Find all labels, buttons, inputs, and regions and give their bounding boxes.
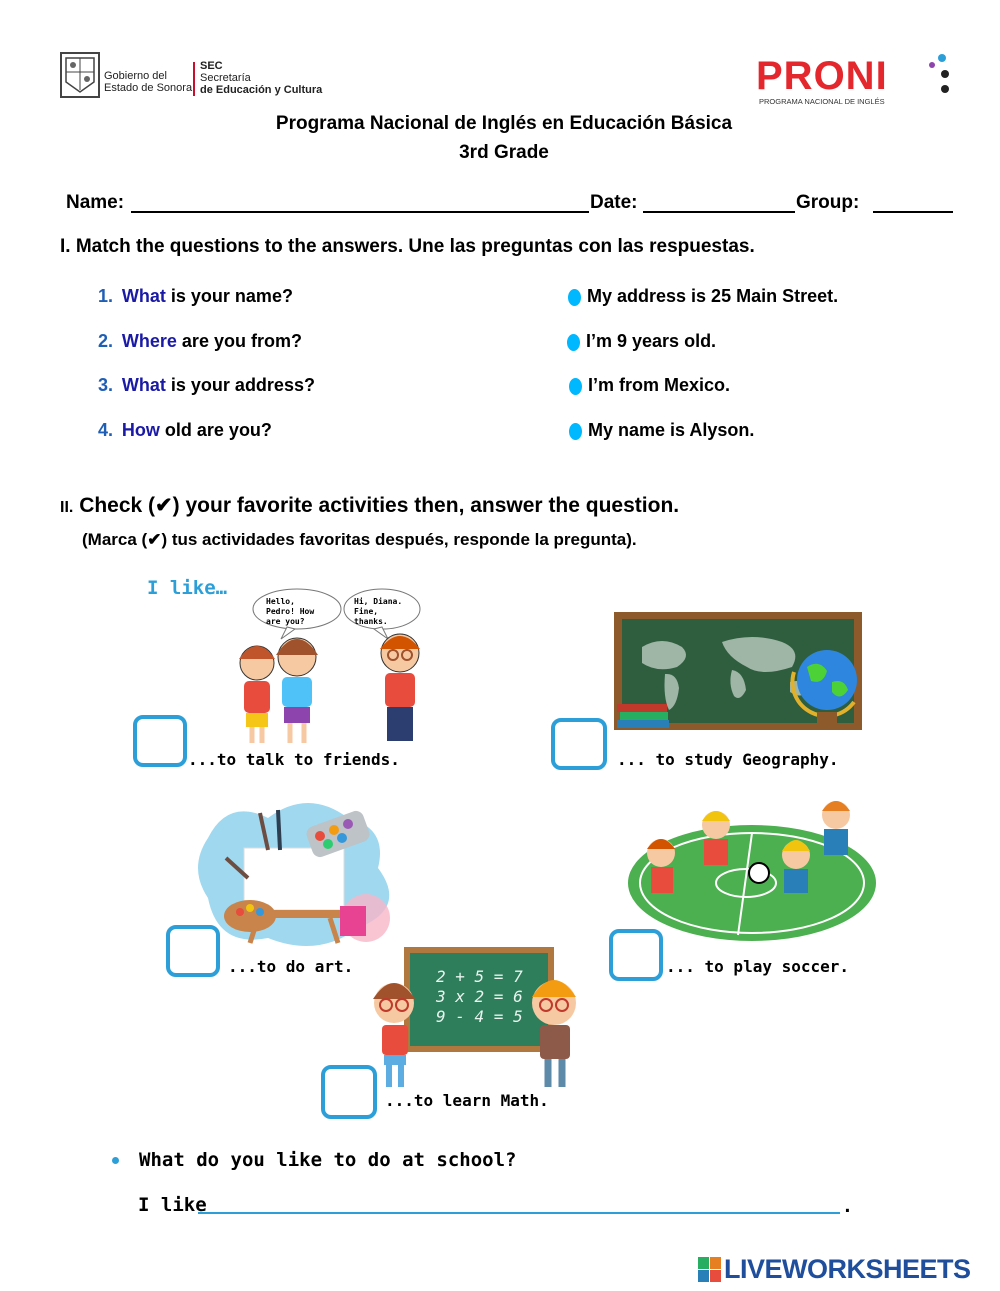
checkbox-do-art[interactable] [166, 925, 220, 977]
question-number: 3. [98, 375, 114, 395]
gov-name: Gobierno del [104, 70, 167, 82]
chalkboard-math [436, 967, 523, 1027]
question-text: is your address? [165, 375, 315, 395]
math-line: 9 - 4 = 5 [436, 1007, 523, 1026]
question-word: What [121, 286, 166, 306]
label-talk-to-friends: ...to talk to friends. [188, 750, 400, 769]
answer-period: . [842, 1196, 853, 1217]
question-text: is your name? [165, 286, 293, 306]
sec-abbr: SEC [200, 60, 223, 72]
date-label: Date: [590, 192, 638, 213]
speech-bubble-1: Hello, Pedro! How are you? [266, 597, 315, 626]
proni-logo [756, 52, 956, 110]
logo-divider [193, 62, 195, 96]
soccer-illustration [626, 795, 878, 945]
answer-2: I’m 9 years old. [586, 331, 717, 351]
checkbox-play-soccer[interactable] [609, 929, 663, 981]
checkbox-study-geography[interactable] [551, 718, 607, 770]
question-word: How [121, 420, 160, 440]
i-like-heading: I like… [147, 577, 228, 599]
geography-illustration [612, 612, 872, 732]
school-question: What do you like to do at school? [139, 1149, 517, 1171]
school-answer-field[interactable] [198, 1212, 840, 1214]
answer-prefix: I like [138, 1194, 207, 1216]
question-2[interactable] [98, 331, 302, 352]
instruction-part-a: Check ( [79, 494, 156, 517]
name-label: Name: [66, 192, 125, 213]
checkmark-icon: ✔ [155, 494, 173, 517]
name-field[interactable] [131, 191, 589, 213]
instruction-part-b: ) your favorite activities then, answer the question. [172, 494, 680, 517]
sec-name-2: de Educación y Cultura [200, 84, 323, 96]
match-dot-3[interactable] [569, 378, 582, 395]
match-dot-2[interactable] [567, 334, 580, 351]
page-title: Programa Nacional de Inglés en Educación Básica [275, 113, 733, 134]
label-play-soccer: ... to play soccer. [666, 957, 850, 976]
section1-instruction: I. Match the questions to the answers. Une las preguntas con las respuestas. [60, 236, 755, 257]
section2-instruction [60, 493, 679, 518]
section2-subinstruction [82, 530, 637, 550]
gov-state: Estado de Sonora [104, 82, 193, 94]
proni-logo-text: PRONI [756, 54, 888, 98]
question-4[interactable] [98, 420, 272, 441]
sec-logo-text [200, 60, 322, 96]
question-word: What [121, 375, 166, 395]
checkbox-talk-to-friends[interactable] [133, 715, 187, 767]
sonora-seal-logo [60, 52, 100, 98]
checkmark-icon: ✔ [147, 530, 162, 549]
answer-4: My name is Alyson. [588, 420, 755, 440]
bullet-icon [112, 1157, 119, 1164]
checkbox-learn-math[interactable] [321, 1065, 377, 1119]
answer-1: My address is 25 Main Street. [587, 286, 839, 306]
answer-3: I’m from Mexico. [588, 375, 731, 395]
label-learn-math: ...to learn Math. [385, 1091, 549, 1110]
question-number: 2. [98, 331, 114, 351]
question-text: are you from? [176, 331, 302, 351]
friends-illustration [222, 585, 442, 750]
speech-bubble-2: Hi, Diana. Fine, thanks. [354, 597, 403, 626]
question-number: 4. [98, 420, 114, 440]
date-field[interactable] [643, 191, 795, 213]
label-study-geography: ... to study Geography. [617, 750, 839, 769]
match-dot-4[interactable] [569, 423, 582, 440]
question-3[interactable] [98, 375, 315, 396]
question-number: 1. [98, 286, 114, 306]
label-do-art: ...to do art. [228, 957, 354, 976]
sub-part-a: (Marca ( [82, 530, 148, 549]
math-illustration [356, 945, 596, 1090]
sec-name-1: Secretaría [200, 72, 251, 84]
art-illustration [188, 798, 398, 948]
math-line: 2 + 5 = 7 [436, 967, 523, 986]
math-line: 3 x 2 = 6 [436, 987, 523, 1006]
sub-part-b: ) tus actividades favoritas después, responde la pregunta). [161, 530, 637, 549]
match-dot-1[interactable] [568, 289, 581, 306]
question-1[interactable] [98, 286, 293, 307]
group-label: Group: [796, 192, 860, 213]
proni-subtitle: PROGRAMA NACIONAL DE INGLÉS [759, 97, 885, 106]
gov-logo-text [104, 70, 192, 94]
liveworksheets-logo-icon [698, 1257, 722, 1283]
question-word: Where [121, 331, 177, 351]
section2-roman: II. [60, 499, 74, 516]
question-text: old are you? [159, 420, 272, 440]
grade-title: 3rd Grade [459, 142, 549, 163]
group-field[interactable] [873, 191, 953, 213]
liveworksheets-brand: LIVEWORKSHEETS [724, 1254, 971, 1284]
